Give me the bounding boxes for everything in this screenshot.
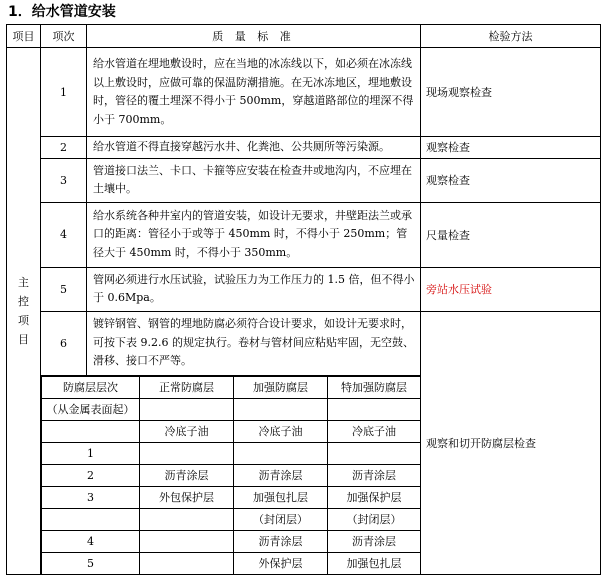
row-number: 4	[41, 202, 87, 267]
anticorrosion-cell: 沥青涂层	[328, 530, 421, 552]
anticorrosion-row	[42, 420, 421, 442]
inspection-method: 尺量检查	[421, 202, 601, 267]
anticorrosion-row	[42, 442, 421, 464]
category-cell	[7, 48, 41, 575]
table-row	[7, 267, 601, 311]
anticorrosion-cell	[140, 442, 234, 464]
anticorrosion-header-row	[42, 376, 421, 398]
anticorrosion-cell: 沥青涂层	[234, 530, 328, 552]
table-row	[7, 137, 601, 159]
anticorrosion-cell: 沥青涂层	[328, 464, 421, 486]
anticorrosion-cell: 加强保护层	[328, 486, 421, 508]
anticorrosion-cell	[42, 420, 140, 442]
anticorrosion-header: 特加强防腐层	[328, 376, 421, 398]
standard-text: 给水管道在埋地敷设时，应在当地的冰冻线以下，如必须在冰冻线以上敷设时，应做可靠的保温防潮措施。在无冰冻地区，埋地敷设时，管径的覆土埋深不得小于 500mm，穿越道路部位的埋深不得小于 700mm。	[87, 48, 421, 137]
anticorrosion-cell: 外保护层	[234, 552, 328, 574]
inspection-method: 观察和切开防腐层检查	[421, 311, 601, 574]
header-standard: 质 量 标 准	[87, 25, 421, 48]
category-char: 主	[18, 275, 29, 289]
anticorrosion-cell: 沥青涂层	[234, 464, 328, 486]
table-row	[7, 202, 601, 267]
table-row	[7, 48, 601, 137]
header-no: 项次	[41, 25, 87, 48]
row-number: 1	[41, 48, 87, 137]
row-number: 3	[41, 158, 87, 202]
anticorrosion-cell: 2	[42, 464, 140, 486]
row-number: 2	[41, 137, 87, 159]
table-row	[7, 311, 601, 375]
anticorrosion-cell	[328, 398, 421, 420]
row-number: 5	[41, 267, 87, 311]
anticorrosion-cell	[234, 398, 328, 420]
inspection-method: 现场观察检查	[421, 48, 601, 137]
anticorrosion-table	[41, 376, 420, 574]
anticorrosion-cell	[140, 508, 234, 530]
anticorrosion-header: 加强防腐层	[234, 376, 328, 398]
anticorrosion-cell: （封闭层）	[234, 508, 328, 530]
anticorrosion-cell: 加强包扎层	[328, 552, 421, 574]
standard-text: 镀锌钢管、钢管的埋地防腐必须符合设计要求，如设计无要求时，可按下表 9.2.6 的规定执行。卷材与管材间应粘贴牢固，无空鼓、滑移、接口不严等。	[87, 311, 421, 375]
standard-text: 管网必须进行水压试验，试验压力为工作压力的 1.5 倍，但不得小于 0.6Mpa。	[87, 267, 421, 311]
anticorrosion-cell: 冷底子油	[234, 420, 328, 442]
anticorrosion-row	[42, 530, 421, 552]
anticorrosion-cell	[328, 442, 421, 464]
anticorrosion-cell: 1	[42, 442, 140, 464]
header-row	[7, 25, 601, 48]
standard-text: 管道接口法兰、卡口、卡箍等应安装在检查井或地沟内，不应埋在土壤中。	[87, 158, 421, 202]
table-row	[7, 158, 601, 202]
page-title: 1．给水管道安装	[8, 4, 116, 20]
anticorrosion-row	[42, 398, 421, 420]
anticorrosion-cell: 加强包扎层	[234, 486, 328, 508]
anticorrosion-cell	[140, 398, 234, 420]
inspection-method: 观察检查	[421, 158, 601, 202]
quality-standard-table	[6, 24, 601, 575]
inspection-method: 观察检查	[421, 137, 601, 159]
anticorrosion-cell: 外包保护层	[140, 486, 234, 508]
anticorrosion-cell: 4	[42, 530, 140, 552]
anticorrosion-cell: 沥青涂层	[140, 464, 234, 486]
anticorrosion-row	[42, 508, 421, 530]
anticorrosion-cell	[140, 530, 234, 552]
anticorrosion-row	[42, 464, 421, 486]
anticorrosion-header: 正常防腐层	[140, 376, 234, 398]
row-number: 6	[41, 311, 87, 375]
standard-text: 给水系统各种井室内的管道安装，如设计无要求，井壁距法兰或承口的距离：管径小于或等于 450mm 时，不得小于 250mm；管径大于 450mm 时，不得小于 350mm。	[87, 202, 421, 267]
anticorrosion-cell	[140, 552, 234, 574]
anticorrosion-table-cell	[41, 375, 421, 574]
anticorrosion-cell: 5	[42, 552, 140, 574]
anticorrosion-cell	[234, 442, 328, 464]
anticorrosion-cell: （从金属表面起）	[42, 398, 140, 420]
anticorrosion-header: 防腐层层次	[42, 376, 140, 398]
anticorrosion-cell: （封闭层）	[328, 508, 421, 530]
standard-text: 给水管道不得直接穿越污水井、化粪池、公共厕所等污染源。	[87, 137, 421, 159]
header-item: 项目	[7, 25, 41, 48]
anticorrosion-row	[42, 552, 421, 574]
anticorrosion-row	[42, 486, 421, 508]
anticorrosion-cell: 3	[42, 486, 140, 508]
category-char: 控	[18, 294, 29, 308]
category-char: 项	[18, 313, 29, 327]
category-char: 目	[18, 332, 29, 346]
anticorrosion-cell	[42, 508, 140, 530]
inspection-method: 旁站水压试验	[421, 267, 601, 311]
anticorrosion-cell: 冷底子油	[140, 420, 234, 442]
header-method: 检验方法	[421, 25, 601, 48]
anticorrosion-cell: 冷底子油	[328, 420, 421, 442]
